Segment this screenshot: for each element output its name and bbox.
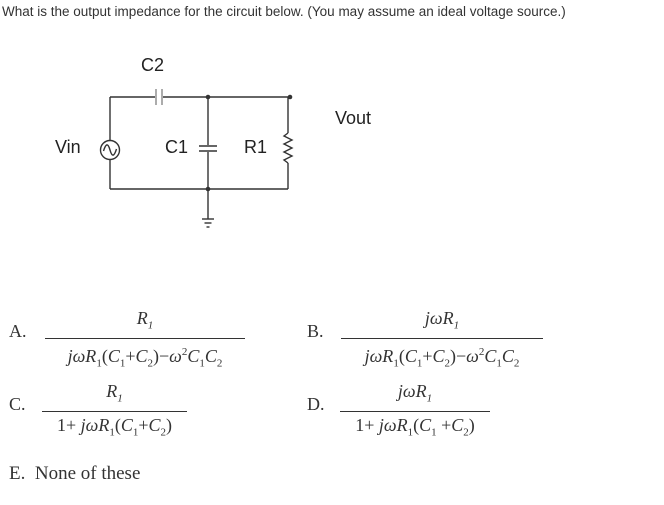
option-c-letter: C.: [9, 394, 26, 414]
option-a-letter: A.: [9, 321, 27, 341]
option-d-letter: D.: [307, 394, 325, 414]
option-a-fraction: [45, 307, 245, 374]
source-sine: [104, 145, 117, 155]
option-d-numerator: jωR$_1$: [397, 381, 433, 405]
option-b-denominator: $j\omega R_1(C_1+C_2)-\omega^2C_1C_2$: [364, 345, 520, 370]
vout-label: Vout: [335, 108, 372, 128]
node-dot-c1-top: [206, 95, 211, 100]
node-dot-vout: [288, 95, 293, 100]
r1-label: R1: [244, 137, 268, 157]
option-c-fraction: [42, 380, 187, 443]
r1-zigzag: [284, 133, 292, 163]
option-d-fraction: [340, 380, 490, 443]
c1-label: C1: [165, 137, 189, 157]
vin-label: Vin: [55, 137, 81, 157]
question-text: What is the output impedance for the circuit below. (You may assume an ideal voltage source.): [2, 4, 566, 19]
node-dot-c1-bottom: [206, 187, 211, 192]
c2-label: C2: [141, 55, 165, 75]
option-b-letter: B.: [307, 321, 324, 341]
option-c-denominator: $1+ j\omega R_1(C_1+C_2)$: [56, 414, 173, 439]
option-a-numerator: $R_1$: [136, 308, 154, 332]
option-b-numerator: jωR$_1$: [424, 308, 460, 332]
option-c-numerator: $R_1$: [106, 381, 123, 405]
option-d-denominator: $1+ j\omega R_1(C_1 +C_2)$: [355, 414, 475, 439]
option-b-fraction: [341, 307, 543, 374]
option-a-denominator: $j\omega R_1(C_1+C_2)-\omega^2C_1C_2$: [67, 345, 223, 370]
option-e: E. None of these: [9, 463, 141, 484]
